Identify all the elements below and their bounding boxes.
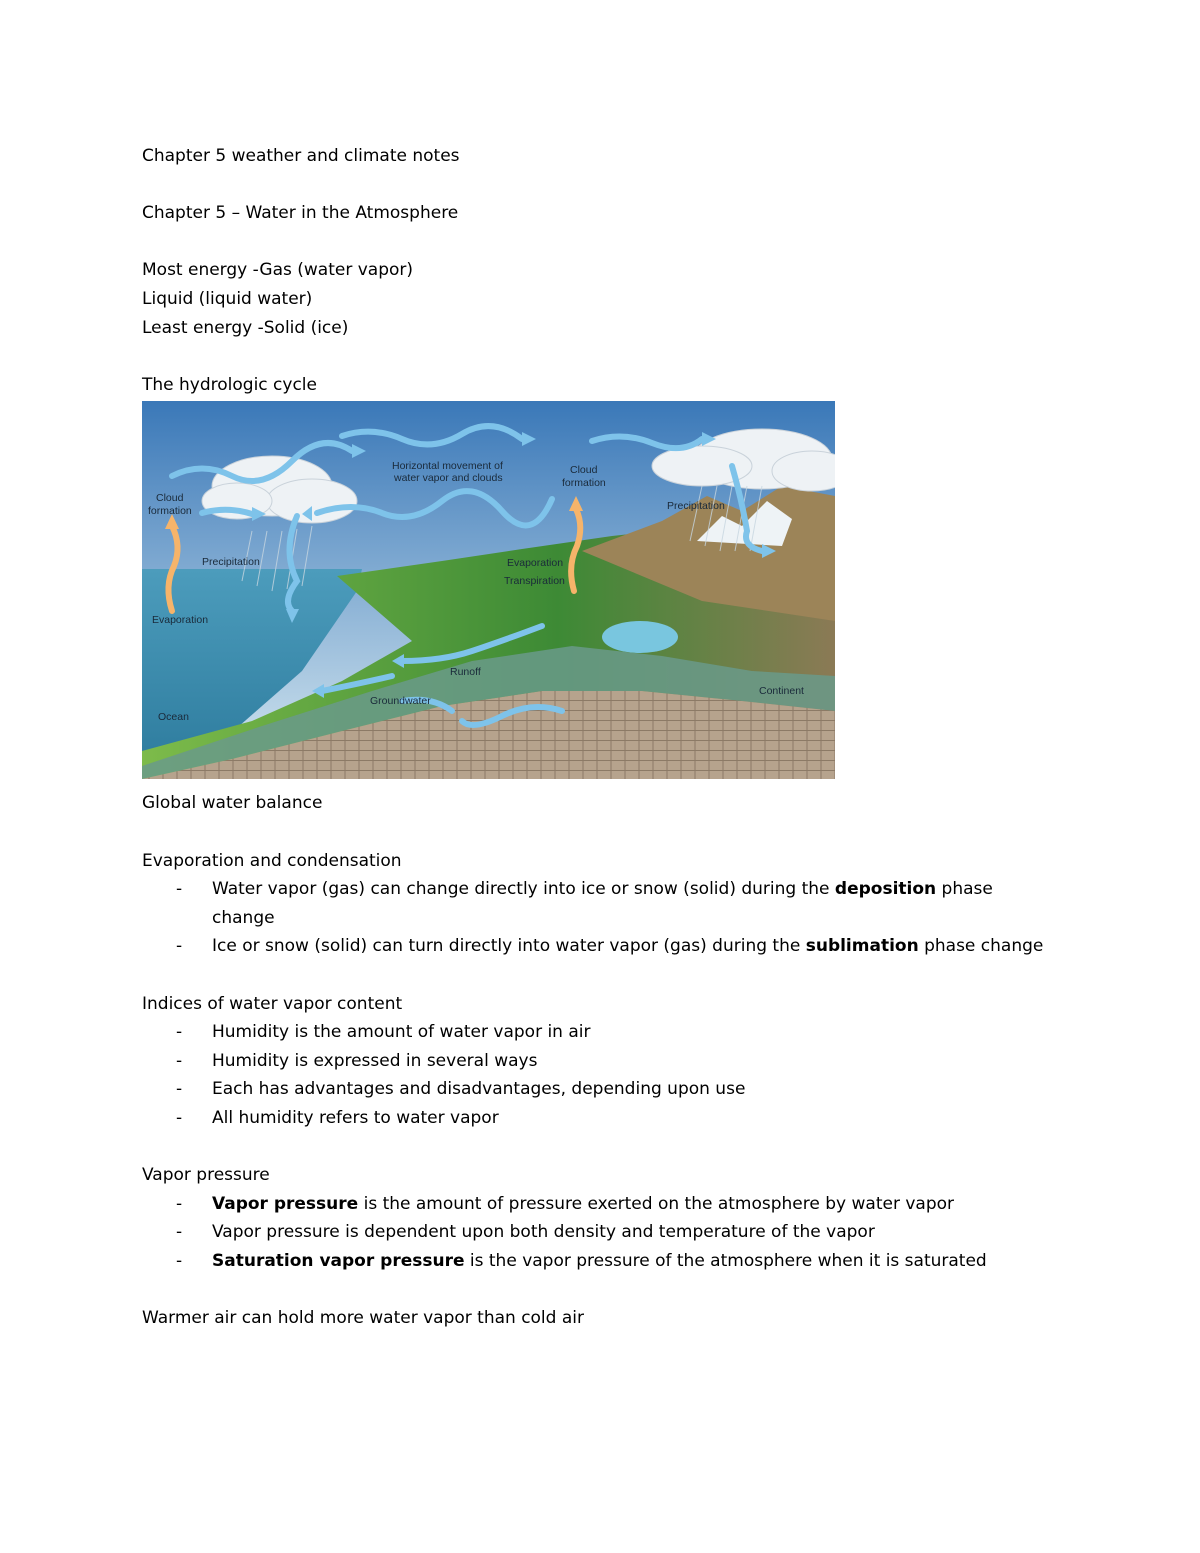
list-item: - Humidity is the amount of water vapor in air [176,1022,591,1043]
list-item: - Saturation vapor pressure is the vapor pressure of the atmosphere when it is saturated [176,1250,987,1271]
indices-heading: Indices of water vapor content [142,993,403,1014]
hydrologic-cycle-illustration [142,401,835,779]
label-evaporation: Evaporation [152,614,209,627]
hydrologic-cycle-figure [142,401,835,779]
chapter-heading: Chapter 5 – Water in the Atmosphere [142,203,459,224]
list-item: - Vapor pressure is the amount of pressure exerted on the atmosphere by water vapor [176,1193,955,1214]
term-vapor-pressure: Vapor pressure [212,1193,359,1214]
indices-list [142,1018,1072,1132]
term-deposition: deposition [834,879,937,900]
term-saturation-vapor-pressure: Saturation vapor pressure [212,1250,465,1271]
document-title: Chapter 5 weather and climate notes [142,146,460,166]
label-cloud-formation-right-2: formation [562,477,606,490]
hydrologic-heading: The hydrologic cycle [142,374,317,395]
list-item: - All humidity refers to water vapor [176,1107,499,1128]
document-page [142,142,1072,1333]
vapor-pressure-list [142,1190,1072,1276]
bullet-dash: - [176,879,183,900]
label-precipitation-left: Precipitation [202,556,260,569]
label-horizontal-movement: Horizontal movement of [392,460,503,473]
label-precipitation-right: Precipitation [667,500,725,513]
evaporation-list [142,875,1072,961]
label-continent: Continent [759,685,804,698]
list-item: - Vapor pressure is dependent upon both density and temperature of the vapor [176,1222,875,1243]
label-ocean: Ocean [158,711,189,724]
label-runoff: Runoff [450,666,481,679]
state-line-gas: Most energy -Gas (water vapor) [142,260,414,281]
label-cloud-formation-right: Cloud [570,464,598,477]
vapor-pressure-heading: Vapor pressure [142,1165,270,1186]
state-line-solid: Least energy -Solid (ice) [142,317,349,338]
conclusion-line: Warmer air can hold more water vapor than cold air [142,1308,584,1329]
list-item: - Water vapor (gas) can change directly into ice or snow (solid) during the deposition phase change [142,875,1072,932]
label-groundwater: Groundwater [370,695,431,708]
list-item: - Each has advantages and disadvantages, depending upon use [176,1079,746,1100]
state-line-liquid: Liquid (liquid water) [142,288,313,309]
term-sublimation: sublimation [805,936,919,957]
list-item: - Ice or snow (solid) can turn directly into water vapor (gas) during the sublimation phase change [142,932,1072,961]
bullet-dash: - [176,936,183,957]
label-cloud-formation-left: Cloud [156,492,184,505]
label-cloud-formation-left-2: formation [148,505,192,518]
list-item: - Humidity is expressed in several ways [176,1050,538,1071]
global-balance-heading: Global water balance [142,793,323,814]
label-evaporation-transpiration: Evaporation [507,557,564,570]
evaporation-heading: Evaporation and condensation [142,850,402,871]
label-horizontal-movement-2: water vapor and clouds [394,472,503,485]
label-transpiration: Transpiration [504,575,565,588]
